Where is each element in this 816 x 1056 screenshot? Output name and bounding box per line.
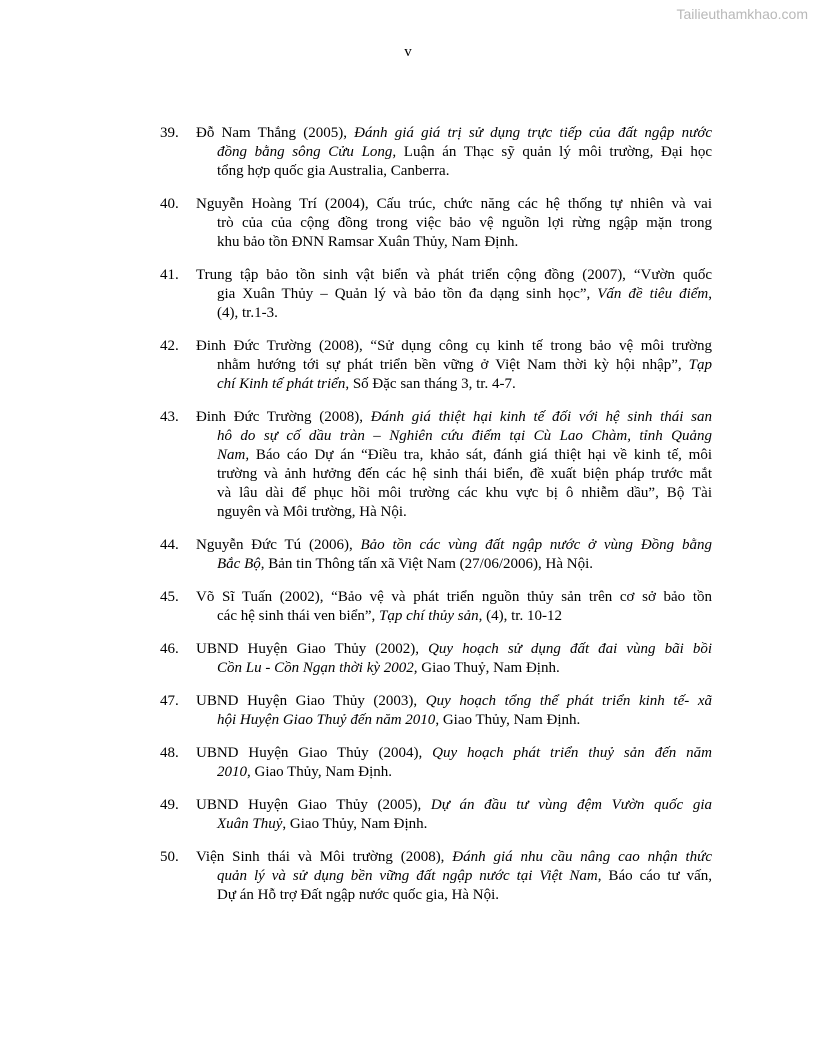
reference-line (196, 446, 712, 465)
reference-text-segment: , Bản tin Thông tấn xã Việt Nam (27/06/2006), Hà Nội. (260, 556, 593, 572)
reference-text-segment: , Báo cáo tư vấn, (597, 868, 712, 884)
italic-title-text: Tạp chí thủy sản (379, 608, 479, 624)
reference-line (196, 536, 712, 555)
reference-line (196, 266, 712, 285)
reference-item (160, 588, 712, 626)
reference-number: 47. (160, 693, 179, 709)
reference-text-segment: khu bảo tồn ĐNN Ramsar Xuân Thủy, Nam Định. (217, 234, 519, 250)
page-number: v (404, 44, 412, 60)
reference-text-segment: nhằm hướng tới sự phát triển bền vững ở Việt Nam thời kỳ hội nhập”, (217, 357, 689, 373)
reference-text (196, 195, 712, 252)
reference-line (196, 763, 712, 782)
reference-text-segment: Nguyễn Đức Tú (2006), (196, 537, 361, 553)
italic-title-text: Bắc Bộ (217, 556, 261, 572)
reference-text (196, 408, 712, 522)
reference-item (160, 692, 712, 730)
reference-number: 40. (160, 196, 179, 212)
reference-line (196, 408, 712, 427)
reference-text-segment: UBND Huyện Giao Thủy (2003), (196, 693, 426, 709)
reference-text-segment: Đỗ Nam Thắng (2005), (196, 125, 355, 141)
reference-text-segment: , (4), tr. 10-12 (478, 608, 562, 624)
reference-text-segment: , Giao Thủy, Nam Định. (282, 816, 428, 832)
reference-item (160, 796, 712, 834)
reference-line (196, 744, 712, 763)
reference-text-segment: , Số Đặc san tháng 3, tr. 4-7. (345, 376, 516, 392)
reference-item (160, 337, 712, 394)
reference-text-segment: Đinh Đức Trường (2008), (196, 409, 371, 425)
italic-title-text: quản lý và sử dụng bền vững đất ngập nước tại Việt Nam (217, 868, 598, 884)
reference-text-segment: và lâu dài để phục hồi môi trường các khu vực bị ô nhiễm dầu”, Bộ Tài (217, 485, 712, 501)
reference-text-segment: tổng hợp quốc gia Australia, Canberra. (217, 163, 450, 179)
reference-text (196, 692, 712, 730)
reference-text-segment: , Giao Thủy, Nam Định. (247, 764, 392, 780)
reference-line (196, 607, 712, 626)
italic-title-text: Tạp (688, 357, 712, 373)
reference-item (160, 195, 712, 252)
reference-number: 46. (160, 641, 179, 657)
reference-text-segment: , Giao Thủy, Nam Định. (435, 712, 581, 728)
reference-text-segment: trường và ảnh hưởng đến các hệ sinh thái biển, đề xuất biện pháp trước mắt (217, 466, 712, 482)
reference-number: 42. (160, 338, 179, 354)
reference-text-segment: Đinh Đức Trường (2008), “Sử dụng công cụ kinh tế trong bảo vệ môi trường (196, 338, 712, 354)
reference-number: 41. (160, 267, 179, 283)
reference-line (196, 640, 712, 659)
reference-item (160, 848, 712, 905)
italic-title-text: chí Kinh tế phát triển (217, 376, 346, 392)
reference-line (196, 588, 712, 607)
reference-text (196, 796, 712, 834)
reference-text (196, 337, 712, 394)
italic-title-text: Đánh giá giá trị sử dụng trực tiếp của đất ngập nước (354, 125, 712, 141)
reference-item (160, 536, 712, 574)
italic-title-text: Dự án đầu tư vùng đệm Vườn quốc gia (430, 797, 712, 813)
reference-line (196, 214, 712, 233)
reference-text (196, 640, 712, 678)
reference-text-segment: nguyên và Môi trường, Hà Nội. (217, 504, 407, 520)
reference-line (196, 143, 712, 162)
reference-line (196, 848, 712, 867)
italic-title-text: hội Huyện Giao Thuỷ đến năm 2010 (217, 712, 436, 728)
reference-number: 48. (160, 745, 179, 761)
reference-text (196, 124, 712, 181)
reference-line (196, 285, 712, 304)
italic-title-text: Đánh giá thiệt hại kinh tế đối với hệ sinh thái san (370, 409, 712, 425)
italic-title-text: Cồn Lu - Cồn Ngạn thời kỳ 2002, (217, 660, 418, 676)
reference-text-segment: Trung tập bảo tồn sinh vật biển và phát triển cộng đồng (2007), “Vườn quốc (196, 267, 712, 283)
reference-text-segment: Dự án Hỗ trợ Đất ngập nước quốc gia, Hà Nội. (217, 887, 500, 903)
reference-line (196, 659, 712, 678)
reference-list (160, 124, 712, 919)
reference-line (196, 692, 712, 711)
reference-text-segment: UBND Huyện Giao Thủy (2005), (196, 797, 431, 813)
reference-line (196, 465, 712, 484)
reference-line (196, 233, 712, 252)
reference-number: 45. (160, 589, 179, 605)
italic-title-text: đồng bằng sông Cửu Long, (217, 144, 397, 160)
reference-text (196, 588, 712, 626)
reference-line (196, 484, 712, 503)
reference-line (196, 427, 712, 446)
italic-title-text: Bảo tồn các vùng đất ngập nước ở vùng Đồng bằng (360, 537, 712, 553)
reference-item (160, 124, 712, 181)
reference-line (196, 162, 712, 181)
reference-text-segment: trò của của cộng đồng trong việc bảo vệ nguồn lợi rừng ngập mặn trong (217, 215, 712, 231)
reference-line (196, 337, 712, 356)
reference-line (196, 796, 712, 815)
reference-text-segment: Báo cáo Dự án “Điều tra, khảo sát, đánh giá thiệt hại về kinh tế, môi (249, 447, 712, 463)
reference-line (196, 711, 712, 730)
reference-line (196, 195, 712, 214)
reference-text (196, 848, 712, 905)
reference-line (196, 356, 712, 375)
watermark-text: Tailieuthamkhao.com (676, 6, 808, 22)
reference-number: 44. (160, 537, 179, 553)
reference-text (196, 536, 712, 574)
italic-title-text: Quy hoạch sử dụng đất đai vùng bãi bồi (428, 641, 712, 657)
reference-line (196, 886, 712, 905)
italic-title-text: hô do sự cố dầu tràn – Nghiên cứu điểm tại Cù Lao Chàm, tỉnh Quảng (217, 428, 712, 444)
reference-text-segment: Luận án Thạc sỹ quản lý môi trường, Đại học (396, 144, 712, 160)
reference-text (196, 266, 712, 323)
reference-text-segment: gia Xuân Thủy – Quản lý và bảo tồn đa dạng sinh học”, (217, 286, 598, 302)
reference-text-segment: các hệ sinh thái ven biển”, (217, 608, 380, 624)
reference-line (196, 503, 712, 522)
reference-number: 43. (160, 409, 179, 425)
reference-line (196, 555, 712, 574)
reference-line (196, 867, 712, 886)
reference-item (160, 640, 712, 678)
reference-line (196, 375, 712, 394)
reference-text-segment: Võ Sĩ Tuấn (2002), “Bảo vệ và phát triển nguồn thủy sản trên cơ sở bảo tồn (196, 589, 712, 605)
reference-item (160, 266, 712, 323)
reference-text-segment: , (708, 286, 712, 302)
reference-number: 39. (160, 125, 179, 141)
reference-text-segment: (4), tr.1-3. (217, 305, 278, 321)
reference-text-segment: Nguyễn Hoàng Trí (2004), Cấu trúc, chức năng các hệ thống tự nhiên và vai (196, 196, 712, 212)
reference-text (196, 744, 712, 782)
reference-line (196, 124, 712, 143)
reference-line (196, 304, 712, 323)
reference-item (160, 408, 712, 522)
italic-title-text: Quy hoạch phát triển thuỷ sản đến năm (432, 745, 712, 761)
italic-title-text: Đánh giá nhu cầu nâng cao nhận thức (452, 849, 712, 865)
italic-title-text: Xuân Thuỷ (217, 816, 283, 832)
italic-title-text: Nam, (217, 447, 250, 463)
reference-text-segment: Giao Thuỷ, Nam Định. (417, 660, 560, 676)
reference-text-segment: UBND Huyện Giao Thủy (2004), (196, 745, 433, 761)
reference-number: 50. (160, 849, 179, 865)
reference-line (196, 815, 712, 834)
reference-item (160, 744, 712, 782)
italic-title-text: 2010 (217, 764, 247, 780)
italic-title-text: Vấn đề tiêu điểm (597, 286, 709, 302)
reference-text-segment: Viện Sinh thái và Môi trường (2008), (196, 849, 453, 865)
italic-title-text: Quy hoạch tổng thể phát triển kinh tế- xã (425, 693, 712, 709)
reference-number: 49. (160, 797, 179, 813)
reference-text-segment: UBND Huyện Giao Thủy (2002), (196, 641, 429, 657)
